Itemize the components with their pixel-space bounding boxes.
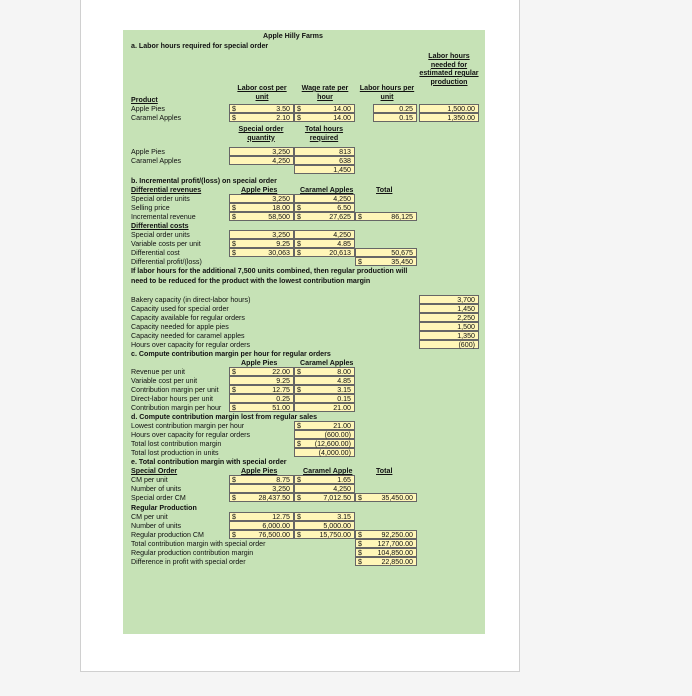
cell-value: $ 86,125	[355, 212, 417, 221]
cell-total-hours: 638	[294, 156, 355, 165]
col-caramel-header: Caramel Apples	[300, 359, 354, 367]
row-label: Hours over capacity for regular orders	[131, 341, 251, 349]
row-label: Revenue per unit	[131, 368, 186, 376]
cell-value: $ 51.00	[229, 403, 294, 412]
row-label: Special order CM	[131, 494, 186, 502]
diff-revenues-label: Differential revenues	[131, 186, 202, 194]
cell-value: $ 12.75	[229, 385, 294, 394]
col-special-qty-header: Special order quantity	[238, 125, 284, 142]
cell-value: 3,250	[229, 484, 294, 493]
cell-value: $ 28,437.50	[229, 493, 294, 502]
cell-value: 1,500	[419, 322, 479, 331]
row-label: Hours over capacity for regular orders	[131, 431, 251, 439]
cell-value: $ 8.00	[294, 367, 355, 376]
col-total-header: Total	[376, 467, 393, 475]
cell-value: $ 15,750.00	[294, 530, 355, 539]
cell-labor-cost: $ 3.50	[229, 104, 294, 113]
cell-value: $ 6.50	[294, 203, 355, 212]
section-c-heading: c. Compute contribution margin per hour for regular orders	[131, 350, 331, 358]
cell-labor-cost: $ 2.10	[229, 113, 294, 122]
row-label: Bakery capacity (in direct-labor hours)	[131, 296, 251, 304]
cell-wage: $ 14.00	[294, 104, 355, 113]
cell-special-qty: 4,250	[229, 156, 294, 165]
cell-labor-hours: 0.15	[373, 113, 417, 122]
col-apple-header: Apple Pies	[241, 467, 278, 475]
cell-value: $ 22,850.00	[355, 557, 417, 566]
cell-value: $ (12,600.00)	[294, 439, 355, 448]
cell-value: 3,700	[419, 295, 479, 304]
cell-value: $ 35,450.00	[355, 493, 417, 502]
cell-value: $ 4.85	[294, 239, 355, 248]
cell-value: 9.25	[229, 376, 294, 385]
product-label: Apple Pies	[131, 148, 165, 156]
cell-value: 21.00	[294, 403, 355, 412]
cell-value: $ 76,500.00	[229, 530, 294, 539]
regular-production-label: Regular Production	[131, 504, 197, 512]
section-e-heading: e. Total contribution margin with special order	[131, 458, 287, 466]
cell-value: $ 8.75	[229, 475, 294, 484]
cell-value: $ 35,450	[355, 257, 417, 266]
cell-value: $ 127,700.00	[355, 539, 417, 548]
cell-value: 2,250	[419, 313, 479, 322]
row-label: Capacity available for regular orders	[131, 314, 245, 322]
row-label: Total contribution margin with special order	[131, 540, 266, 548]
row-label: Direct-labor hours per unit	[131, 395, 214, 403]
col-apple-header: Apple Pies	[241, 359, 278, 367]
cell-total-hours-sum: 1,450	[294, 165, 355, 174]
product-label: Apple Pies	[131, 105, 165, 113]
cell-special-qty: 3,250	[229, 147, 294, 156]
product-label: Caramel Apples	[131, 114, 182, 122]
col-total-hours-header: Total hours required	[304, 125, 344, 142]
cell-value: $ 104,850.00	[355, 548, 417, 557]
cell-value: $ 30,063	[229, 248, 294, 257]
row-label: CM per unit	[131, 513, 168, 521]
cell-value: $ 92,250.00	[355, 530, 417, 539]
cell-value: $ 1.65	[294, 475, 355, 484]
cell-value: $ 58,500	[229, 212, 294, 221]
cell-value: $ 9.25	[229, 239, 294, 248]
col-labor-hours-header: Labor hours per unit	[359, 84, 415, 101]
col-wage-rate-header: Wage rate per hour	[301, 84, 349, 101]
diff-costs-label: Differential costs	[131, 222, 189, 230]
cell-value: 1,350	[419, 331, 479, 340]
capacity-note: If labor hours for the additional 7,500 units combined, then regular production will need to be reduced for the product with the lowest contribution margin	[131, 267, 408, 285]
cell-value: 4,250	[294, 230, 355, 239]
cell-value: 0.25	[229, 394, 294, 403]
section-a-heading: a. Labor hours required for special order	[131, 42, 269, 50]
row-label: Capacity needed for caramel apples	[131, 332, 245, 340]
sheet-title: Apple Hilly Farms	[263, 32, 323, 40]
row-label: Regular production contribution margin	[131, 549, 254, 557]
cell-wage: $ 14.00	[294, 113, 355, 122]
col-apple-header: Apple Pies	[241, 186, 278, 194]
col-product-header: Product	[131, 96, 158, 104]
cell-value: $ 20,613	[294, 248, 355, 257]
row-label: Lowest contribution margin per hour	[131, 422, 245, 430]
row-label: Special order units	[131, 231, 190, 239]
cell-value: $ 27,625	[294, 212, 355, 221]
cell-value: $ 3.15	[294, 512, 355, 521]
row-label: CM per unit	[131, 476, 168, 484]
row-label: Regular production CM	[131, 531, 204, 539]
cell-value: $ 7,012.50	[294, 493, 355, 502]
row-label: Total lost contribution margin	[131, 440, 222, 448]
cell-labor-hours: 0.25	[373, 104, 417, 113]
cell-value: $ 3.15	[294, 385, 355, 394]
section-b-heading: b. Incremental profit/(loss) on special order	[131, 177, 277, 185]
cell-value: 50,675	[355, 248, 417, 257]
row-label: Differential cost	[131, 249, 180, 257]
row-label: Variable cost per unit	[131, 377, 198, 385]
cell-value: $ 18.00	[229, 203, 294, 212]
cell-value: (600.00)	[294, 430, 355, 439]
col-caramel-header: Caramel Apples	[300, 186, 354, 194]
cell-value: 0.15	[294, 394, 355, 403]
cell-value: (600)	[419, 340, 479, 349]
cell-value: 3,250	[229, 194, 294, 203]
row-label: Special order units	[131, 195, 190, 203]
col-total-header: Total	[376, 186, 393, 194]
row-label: Number of units	[131, 485, 182, 493]
cell-value: 3,250	[229, 230, 294, 239]
cell-value: 4,250	[294, 194, 355, 203]
cell-value: $ 21.00	[294, 421, 355, 430]
row-label: Number of units	[131, 522, 182, 530]
cell-total-hours: 813	[294, 147, 355, 156]
cell-value: 6,000.00	[229, 521, 294, 530]
product-label: Caramel Apples	[131, 157, 182, 165]
cell-value: 4.85	[294, 376, 355, 385]
cell-value: (4,000.00)	[294, 448, 355, 457]
section-d-heading: d. Compute contribution margin lost from regular sales	[131, 413, 318, 421]
cell-value: $ 22.00	[229, 367, 294, 376]
cell-value: 4,250	[294, 484, 355, 493]
row-label: Contribution margin per unit	[131, 386, 219, 394]
row-label: Capacity used for special order	[131, 305, 229, 313]
row-label: Differential profit/(loss)	[131, 258, 202, 266]
col-estimated-header: Labor hours needed for estimated regular production	[419, 52, 479, 86]
row-label: Variable costs per unit	[131, 240, 201, 248]
row-label: Selling price	[131, 204, 170, 212]
row-label: Total lost production in units	[131, 449, 219, 457]
spreadsheet	[123, 30, 485, 634]
row-label: Contribution margin per hour	[131, 404, 222, 412]
col-caramel-header: Caramel Apple	[303, 467, 353, 475]
row-label: Difference in profit with special order	[131, 558, 246, 566]
cell-value: 5,000.00	[294, 521, 355, 530]
cell-value: 1,450	[419, 304, 479, 313]
row-label: Capacity needed for apple pies	[131, 323, 229, 331]
cell-estimated: 1,350.00	[419, 113, 479, 122]
col-labor-cost-header: Labor cost per unit	[237, 84, 287, 101]
cell-estimated: 1,500.00	[419, 104, 479, 113]
cell-value: $ 12.75	[229, 512, 294, 521]
special-order-label: Special Order	[131, 467, 178, 475]
row-label: Incremental revenue	[131, 213, 196, 221]
